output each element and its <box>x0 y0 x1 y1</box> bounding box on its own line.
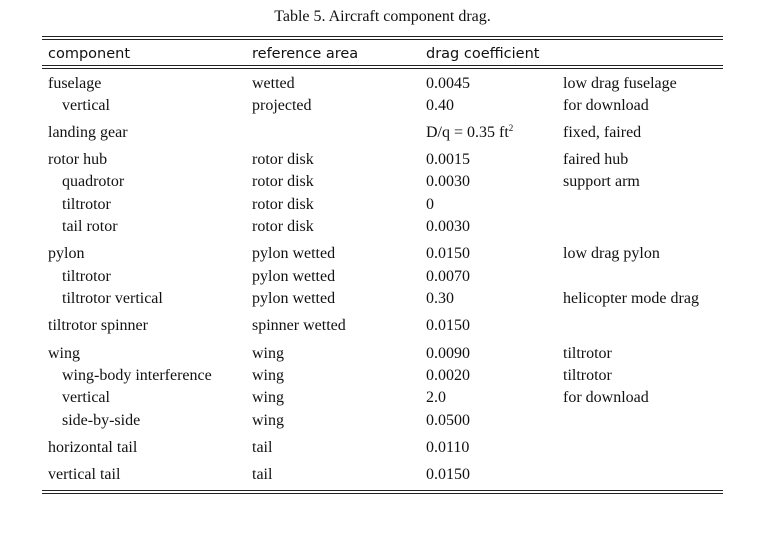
cell-component: wing-body interference <box>62 367 212 384</box>
cell-component: side-by-side <box>62 412 141 429</box>
cell-note: for download <box>563 389 649 406</box>
cell-drag-coefficient: 0.30 <box>426 290 454 307</box>
cell-drag-coefficient: 2.0 <box>426 389 446 406</box>
cell-drag-coefficient: 0.0020 <box>426 367 470 384</box>
header-drag-coefficient: drag coefficient <box>426 46 540 62</box>
cell-component: tiltrotor spinner <box>48 317 148 334</box>
cell-note: tiltrotor <box>563 345 612 362</box>
cell-note: faired hub <box>563 151 629 168</box>
cell-drag-coefficient: 0.0150 <box>426 245 470 262</box>
cell-component: vertical <box>62 97 110 114</box>
top-rule-2 <box>42 39 723 40</box>
cell-drag-coefficient: 0.40 <box>426 97 454 114</box>
header-component: component <box>48 46 131 62</box>
cell-component: vertical tail <box>48 466 121 483</box>
cell-note: low drag fuselage <box>563 75 677 92</box>
cell-reference-area: pylon wetted <box>252 245 336 262</box>
cell-note: tiltrotor <box>563 367 612 384</box>
cell-component: tail rotor <box>62 218 118 235</box>
cell-drag-coefficient: 0.0015 <box>426 151 470 168</box>
header-rule-1 <box>42 65 723 66</box>
cell-reference-area: wetted <box>252 75 295 92</box>
cell-reference-area: rotor disk <box>252 196 314 213</box>
cell-drag-coefficient: 0.0030 <box>426 218 470 235</box>
cell-reference-area: pylon wetted <box>252 290 336 307</box>
bottom-rule-2 <box>42 493 723 494</box>
cell-drag-coefficient: 0 <box>426 196 434 213</box>
cell-component: tiltrotor vertical <box>62 290 163 307</box>
cell-drag-coefficient: 0.0090 <box>426 345 470 362</box>
cell-component: wing <box>48 345 80 362</box>
cell-reference-area: spinner wetted <box>252 317 346 334</box>
cell-note: helicopter mode drag <box>563 290 699 307</box>
cell-reference-area: projected <box>252 97 312 114</box>
cell-component: rotor hub <box>48 151 108 168</box>
cell-component: vertical <box>62 389 110 406</box>
cell-drag-coefficient: 0.0110 <box>426 439 470 456</box>
cell-note: support arm <box>563 173 640 190</box>
superscript: 2 <box>508 123 514 133</box>
cell-reference-area: rotor disk <box>252 173 314 190</box>
cell-note: for download <box>563 97 649 114</box>
cell-reference-area: rotor disk <box>252 151 314 168</box>
cell-component: pylon <box>48 245 85 262</box>
cell-component: tiltrotor <box>62 196 111 213</box>
header-rule-2 <box>42 68 723 69</box>
cell-reference-area: tail <box>252 466 273 483</box>
cell-reference-area: pylon wetted <box>252 268 336 285</box>
cell-reference-area: wing <box>252 367 284 384</box>
cell-reference-area: rotor disk <box>252 218 314 235</box>
cell-component: quadrotor <box>62 173 125 190</box>
cell-drag-coefficient: 0.0150 <box>426 466 470 483</box>
cell-component: fuselage <box>48 75 102 92</box>
cell-drag-coefficient: 0.0500 <box>426 412 470 429</box>
cell-reference-area: tail <box>252 439 273 456</box>
cell-reference-area: wing <box>252 345 284 362</box>
cell-drag-coefficient: 0.0045 <box>426 75 470 92</box>
bottom-rule-1 <box>42 490 723 491</box>
cell-component: tiltrotor <box>62 268 111 285</box>
header-reference-area: reference area <box>252 46 359 62</box>
cell-note: fixed, faired <box>563 124 642 141</box>
cell-drag-coefficient <box>426 124 513 142</box>
cell-reference-area: wing <box>252 389 284 406</box>
top-rule-1 <box>42 36 723 37</box>
cell-reference-area: wing <box>252 412 284 429</box>
cell-drag-coefficient: 0.0150 <box>426 317 470 334</box>
cell-drag-coefficient: 0.0070 <box>426 268 470 285</box>
cell-component: horizontal tail <box>48 439 138 456</box>
table-caption: Table 5. Aircraft component drag. <box>274 8 491 25</box>
cell-component: landing gear <box>48 124 128 141</box>
cell-drag-coefficient: 0.0030 <box>426 173 470 190</box>
drag-coefficient-text: D/q = 0.35 ft <box>426 124 509 141</box>
cell-note: low drag pylon <box>563 245 660 262</box>
